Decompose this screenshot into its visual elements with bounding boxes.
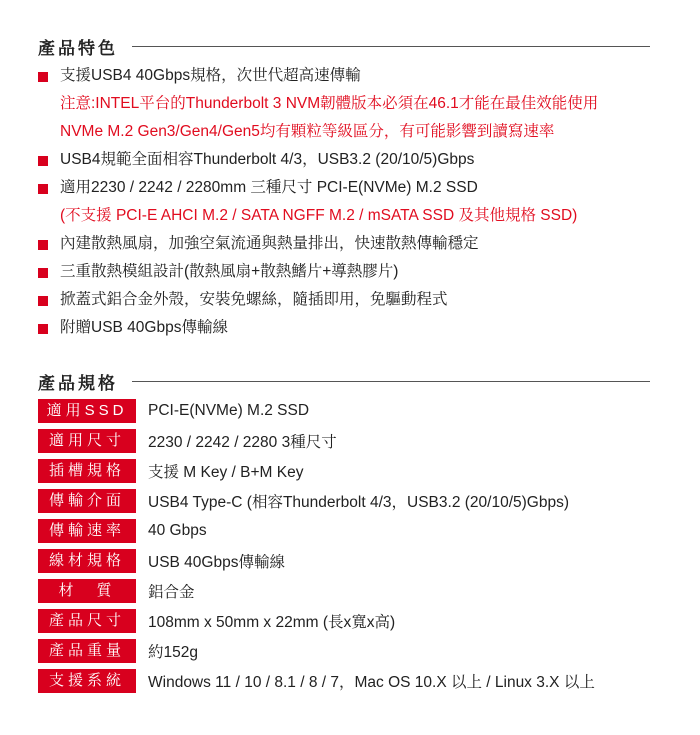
feature-text: 掀蓋式鋁合金外殼，安裝免螺絲，隨插即用，免驅動程式 [60,291,448,308]
spec-row [38,638,680,664]
spec-value: 鋁合金 [148,584,195,601]
spec-label: 傳輸介面 [38,489,136,513]
spec-value: PCI-E(NVMe) M.2 SSD [148,402,310,419]
spec-row [38,428,680,454]
feature-item [38,62,680,146]
spec-row [38,668,680,694]
feature-text: USB4規範全面相容Thunderbolt 4/3，USB3.2 (20/10/5)Gbps [60,151,475,168]
feature-item [38,230,680,258]
spec-label: 材 質 [38,579,136,603]
bullet-square-icon [38,156,48,166]
feature-text: 內建散熱風扇，加強空氣流通與熱量排出，快速散熱傳輸穩定 [60,235,479,252]
features-divider [132,46,650,47]
spec-label: 產品重量 [38,639,136,663]
feature-item [38,258,680,286]
spec-value: 支援 M Key / B+M Key [148,464,304,481]
specs-divider [132,381,650,382]
spec-label: 適用尺寸 [38,429,136,453]
spec-value: USB4 Type-C (相容Thunderbolt 4/3，USB3.2 (20/10/5)Gbps) [148,494,569,511]
specs-heading [38,369,650,393]
spec-value: Windows 11 / 10 / 8.1 / 8 / 7，Mac OS 10.X 以上 / Linux 3.X 以上 [148,674,595,691]
bullet-square-icon [38,240,48,250]
feature-text: 三重散熱模組設計(散熱風扇+散熱鰭片+導熱膠片) [60,263,399,280]
spec-row [38,578,680,604]
spec-value: 40 Gbps [148,522,207,539]
feature-text: 支援USB4 40Gbps規格，次世代超高速傳輸 [60,67,361,84]
feature-note: (不支援 PCI-E AHCI M.2 / SATA NGFF M.2 / mSATA SSD 及其他規格 SSD) [60,207,578,224]
feature-text: 附贈USB 40Gbps傳輸線 [60,319,228,336]
spec-value: USB 40Gbps傳輸線 [148,554,285,571]
feature-item [38,146,680,174]
spec-value: 2230 / 2242 / 2280 3種尺寸 [148,434,337,451]
spec-row [38,488,680,514]
bullet-square-icon [38,296,48,306]
features-title: 產品特色 [38,38,118,58]
spec-label: 插槽規格 [38,459,136,483]
spec-row [38,548,680,574]
bullet-square-icon [38,268,48,278]
specs-title: 產品規格 [38,373,118,393]
feature-item [38,174,680,230]
spec-label: 線材規格 [38,549,136,573]
features-list [38,62,680,342]
bullet-square-icon [38,72,48,82]
feature-note: NVMe M.2 Gen3/Gen4/Gen5均有顆粒等級區分，有可能影響到讀寫速率 [60,123,555,140]
feature-item [38,286,680,314]
feature-note: 注意:INTEL平台的Thunderbolt 3 NVM韌體版本必須在46.1才能在最佳效能使用 [60,95,599,112]
spec-label: 傳輸速率 [38,519,136,543]
bullet-square-icon [38,184,48,194]
spec-row [38,458,680,484]
spec-label: 適用SSD [38,399,136,423]
spec-row [38,518,680,544]
spec-value: 約152g [148,644,198,661]
feature-text: 適用2230 / 2242 / 2280mm 三種尺寸 PCI-E(NVMe) M.2 SSD [60,179,478,196]
features-heading [38,34,650,58]
spec-value: 108mm x 50mm x 22mm (長x寬x高) [148,614,396,631]
bullet-square-icon [38,324,48,334]
spec-label: 產品尺寸 [38,609,136,633]
spec-row [38,608,680,634]
feature-item [38,314,680,342]
spec-label: 支援系統 [38,669,136,693]
spec-row [38,398,680,424]
specs-table [38,398,680,698]
